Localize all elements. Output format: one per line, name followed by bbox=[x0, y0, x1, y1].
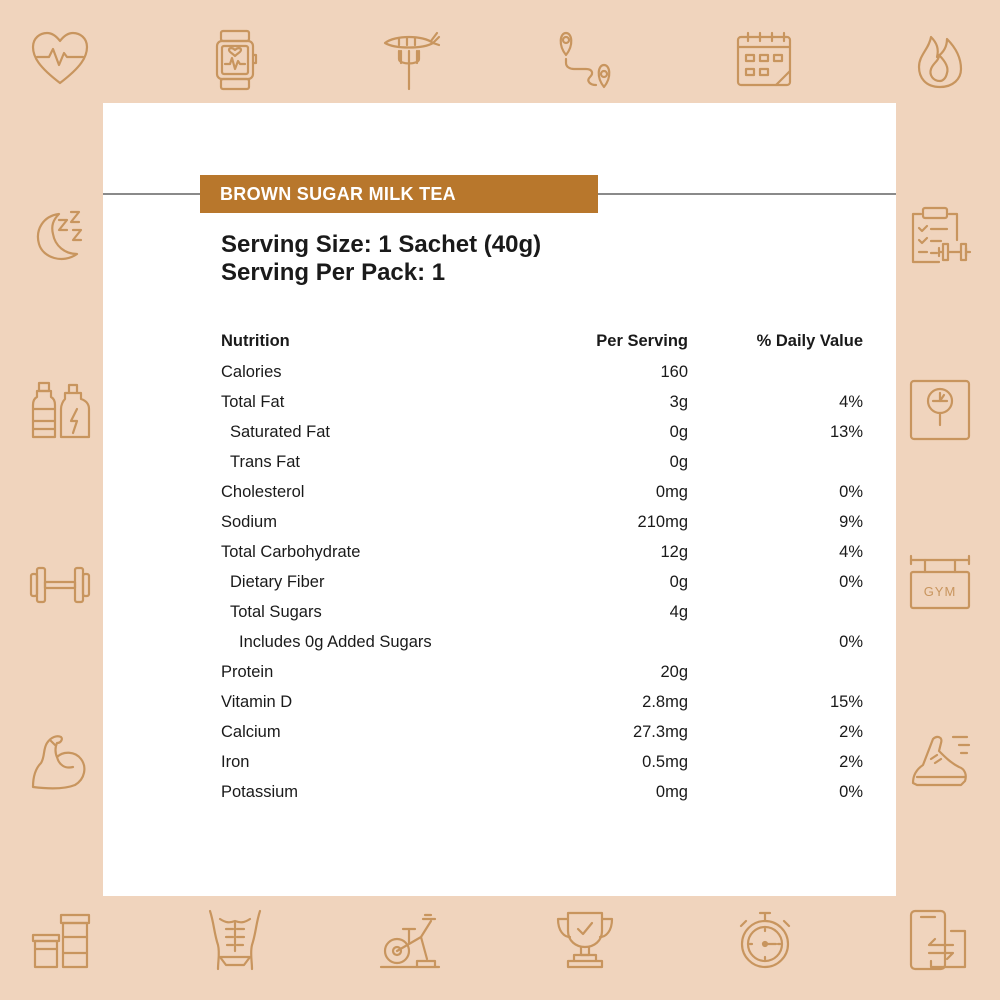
row-daily-value: 0% bbox=[839, 632, 863, 651]
row-name: Saturated Fat bbox=[230, 422, 330, 441]
row-per-serving: 20g bbox=[660, 662, 688, 681]
serving-per-pack: Serving Per Pack: 1 bbox=[221, 259, 446, 286]
header-nutrition: Nutrition bbox=[221, 331, 290, 350]
row-daily-value bbox=[688, 447, 863, 477]
row-daily-value: 4% bbox=[839, 392, 863, 411]
table-row bbox=[221, 777, 863, 807]
table-row bbox=[221, 417, 863, 447]
carrot-fork-icon bbox=[379, 29, 441, 91]
gym-sign-icon bbox=[909, 554, 971, 616]
smartwatch-icon bbox=[204, 29, 266, 91]
running-shoe-icon bbox=[909, 729, 971, 791]
calendar-icon bbox=[734, 29, 796, 91]
table-row bbox=[221, 687, 863, 717]
row-name: Sodium bbox=[221, 512, 277, 531]
row-per-serving: 4g bbox=[669, 602, 688, 621]
row-daily-value: 15% bbox=[829, 692, 863, 711]
heart-rate-icon bbox=[29, 29, 91, 91]
row-name: Iron bbox=[221, 752, 250, 771]
row-name: Protein bbox=[221, 662, 274, 681]
phone-transfer-icon bbox=[909, 909, 971, 971]
row-per-serving bbox=[539, 627, 688, 657]
row-per-serving: 0g bbox=[669, 422, 688, 441]
serving-info bbox=[221, 231, 541, 287]
table-row bbox=[221, 747, 863, 777]
sleep-moon-icon bbox=[29, 204, 91, 266]
table-row bbox=[221, 507, 863, 537]
water-bottles-icon bbox=[29, 379, 91, 441]
row-daily-value: 9% bbox=[839, 512, 863, 531]
row-per-serving: 0g bbox=[669, 572, 688, 591]
row-name: Calories bbox=[221, 362, 282, 381]
nutrition-table bbox=[221, 325, 863, 807]
flame-icon bbox=[909, 29, 971, 91]
row-daily-value: 4% bbox=[839, 542, 863, 561]
row-per-serving: 0g bbox=[669, 452, 688, 471]
trophy-icon bbox=[554, 909, 616, 971]
row-per-serving: 3g bbox=[669, 392, 688, 411]
row-daily-value: 13% bbox=[829, 422, 863, 441]
flexed-arm-icon bbox=[29, 729, 91, 791]
gym-sign-text: GYM bbox=[923, 584, 957, 599]
row-per-serving: 160 bbox=[660, 362, 688, 381]
clipboard-dumbbell-icon bbox=[909, 204, 971, 266]
row-daily-value: 2% bbox=[839, 752, 863, 771]
row-daily-value bbox=[688, 597, 863, 627]
table-row bbox=[221, 597, 863, 627]
row-daily-value bbox=[688, 357, 863, 387]
header-per-serving: Per Serving bbox=[596, 331, 688, 350]
row-name: Potassium bbox=[221, 782, 299, 801]
table-row bbox=[221, 447, 863, 477]
serving-size: Serving Size: 1 Sachet (40g) bbox=[221, 231, 542, 258]
row-daily-value: 0% bbox=[839, 572, 863, 591]
abs-torso-icon bbox=[204, 909, 266, 971]
table-row bbox=[221, 717, 863, 747]
supplement-jars-icon bbox=[29, 909, 91, 971]
table-row bbox=[221, 477, 863, 507]
row-per-serving: 210mg bbox=[637, 512, 688, 531]
row-name: Vitamin D bbox=[221, 692, 293, 711]
stopwatch-icon bbox=[734, 909, 796, 971]
row-daily-value: 0% bbox=[839, 782, 863, 801]
row-name: Trans Fat bbox=[230, 452, 300, 471]
row-per-serving: 0mg bbox=[655, 482, 688, 501]
row-name: Total Sugars bbox=[230, 602, 322, 621]
row-per-serving: 2.8mg bbox=[642, 692, 688, 711]
header-daily-value: % Daily Value bbox=[756, 331, 863, 350]
row-per-serving: 27.3mg bbox=[632, 722, 688, 741]
row-name: Cholesterol bbox=[221, 482, 305, 501]
nutrition-panel bbox=[103, 103, 896, 896]
row-per-serving: 0.5mg bbox=[642, 752, 688, 771]
row-daily-value: 0% bbox=[839, 482, 863, 501]
table-row bbox=[221, 567, 863, 597]
table-row bbox=[221, 627, 863, 657]
table-header-row bbox=[221, 325, 863, 357]
row-daily-value: 2% bbox=[839, 722, 863, 741]
exercise-bike-icon bbox=[379, 909, 441, 971]
table-row bbox=[221, 387, 863, 417]
row-name: Calcium bbox=[221, 722, 281, 741]
row-daily-value bbox=[688, 657, 863, 687]
row-name: Total Fat bbox=[221, 392, 285, 411]
row-name: Dietary Fiber bbox=[230, 572, 325, 591]
product-title: BROWN SUGAR MILK TEA bbox=[200, 175, 598, 213]
table-row bbox=[221, 357, 863, 387]
row-per-serving: 12g bbox=[660, 542, 688, 561]
row-name: Total Carbohydrate bbox=[221, 542, 361, 561]
table-row bbox=[221, 657, 863, 687]
table-row bbox=[221, 537, 863, 567]
row-per-serving: 0mg bbox=[655, 782, 688, 801]
route-pin-icon bbox=[554, 29, 616, 91]
weight-scale-icon bbox=[909, 379, 971, 441]
row-name: Includes 0g Added Sugars bbox=[239, 632, 432, 651]
dumbbell-icon bbox=[29, 554, 91, 616]
